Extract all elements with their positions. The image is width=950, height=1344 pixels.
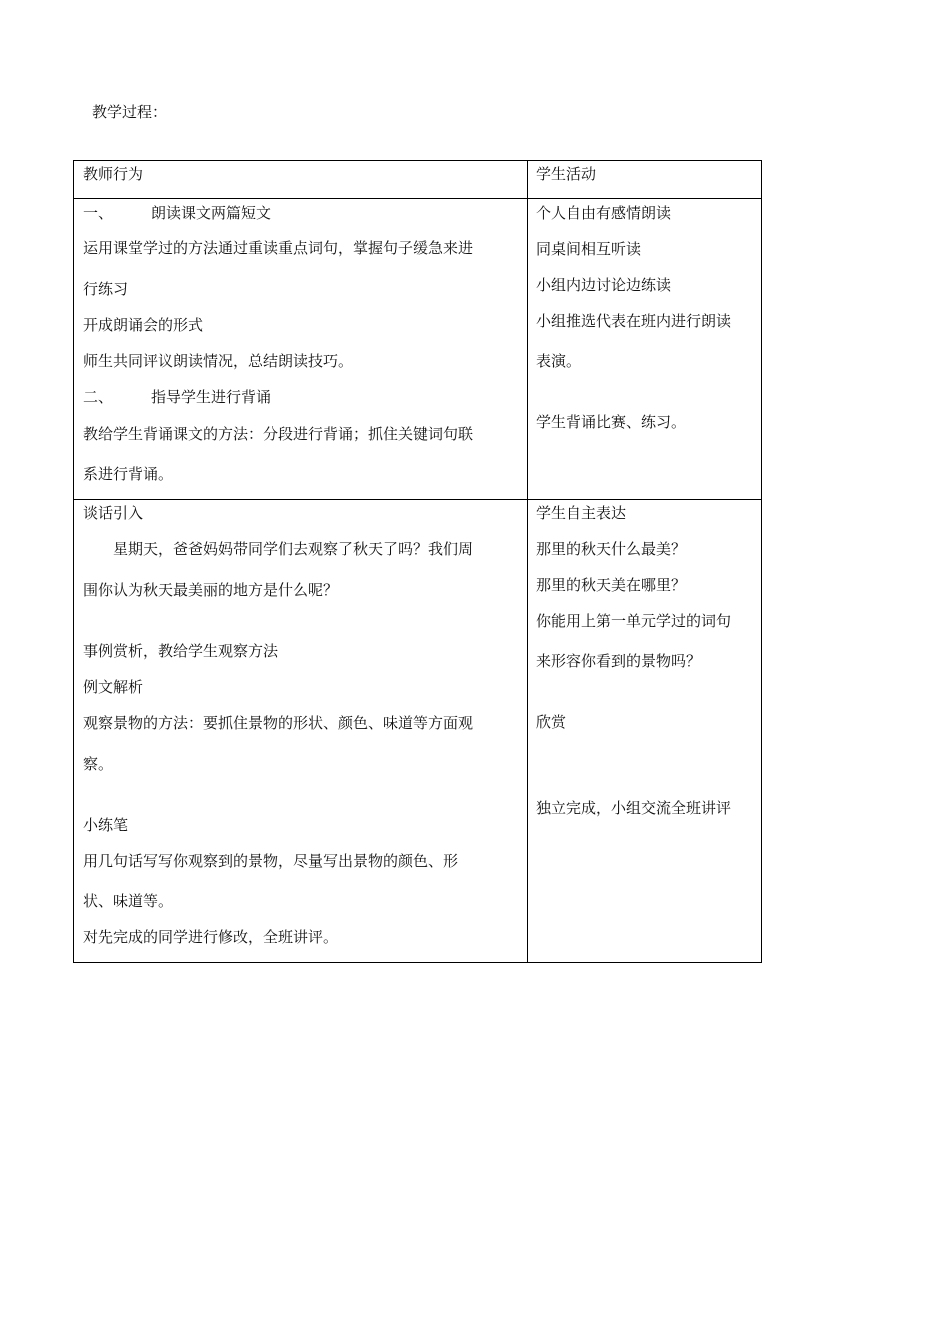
teacher-line: 状、味道等。 [83,892,174,910]
teacher-line: 谈话引入 [83,504,144,522]
teacher-line: 系进行背诵。 [83,465,174,483]
teacher-line: 行练习 [83,280,129,298]
teacher-line: 围你认为秋天最美丽的地方是什么呢？ [83,581,339,599]
teacher-line: 小练笔 [83,816,129,834]
teacher-section-1 [83,202,271,224]
teacher-line: 例文解析 [83,678,144,696]
student-line: 来形容你看到的景物吗？ [536,652,702,670]
section-1-number: 一、 [83,204,114,222]
row-divider [74,499,761,500]
lesson-table [73,160,762,963]
student-line: 那里的秋天美在哪里？ [536,576,687,594]
student-line: 表演。 [536,352,582,370]
teacher-line: 用几句话写写你观察到的景物，尽量写出景物的颜色、形 [83,852,459,870]
student-line: 你能用上第一单元学过的词句 [536,612,732,630]
header-student: 学生活动 [536,165,597,183]
student-line: 同桌间相互听读 [536,240,642,258]
student-line: 个人自由有感情朗读 [536,204,672,222]
section-2-title: 指导学生进行背诵 [151,388,272,406]
teacher-line: 观察景物的方法：要抓住景物的形状、颜色、味道等方面观 [83,714,474,732]
student-line: 学生自主表达 [536,504,627,522]
column-divider [527,161,528,962]
section-2-number: 二、 [83,388,114,406]
header-teacher: 教师行为 [83,165,144,183]
teacher-line: 运用课堂学过的方法通过重读重点词句，掌握句子缓急来进 [83,239,474,257]
section-heading: 教学过程： [92,103,168,121]
teacher-line: 察。 [83,755,114,773]
teacher-line: 星期天，爸爸妈妈带同学们去观察了秋天了吗？我们周 [113,540,474,558]
student-line: 那里的秋天什么最美？ [536,540,687,558]
student-line: 欣赏 [536,713,567,731]
teacher-section-2 [83,386,271,408]
teacher-line: 师生共同评议朗读情况，总结朗读技巧。 [83,352,354,370]
student-line: 小组推选代表在班内进行朗读 [536,312,732,330]
section-1-title: 朗读课文两篇短文 [151,204,272,222]
student-line: 学生背诵比赛、练习。 [536,413,687,431]
teacher-line: 开成朗诵会的形式 [83,316,204,334]
teacher-line: 教给学生背诵课文的方法：分段进行背诵；抓住关键词句联 [83,425,474,443]
header-divider [74,198,761,199]
teacher-line: 对先完成的同学进行修改，全班讲评。 [83,928,339,946]
student-line: 小组内边讨论边练读 [536,276,672,294]
student-line: 独立完成，小组交流全班讲评 [536,799,732,817]
teacher-line: 事例赏析，教给学生观察方法 [83,642,279,660]
